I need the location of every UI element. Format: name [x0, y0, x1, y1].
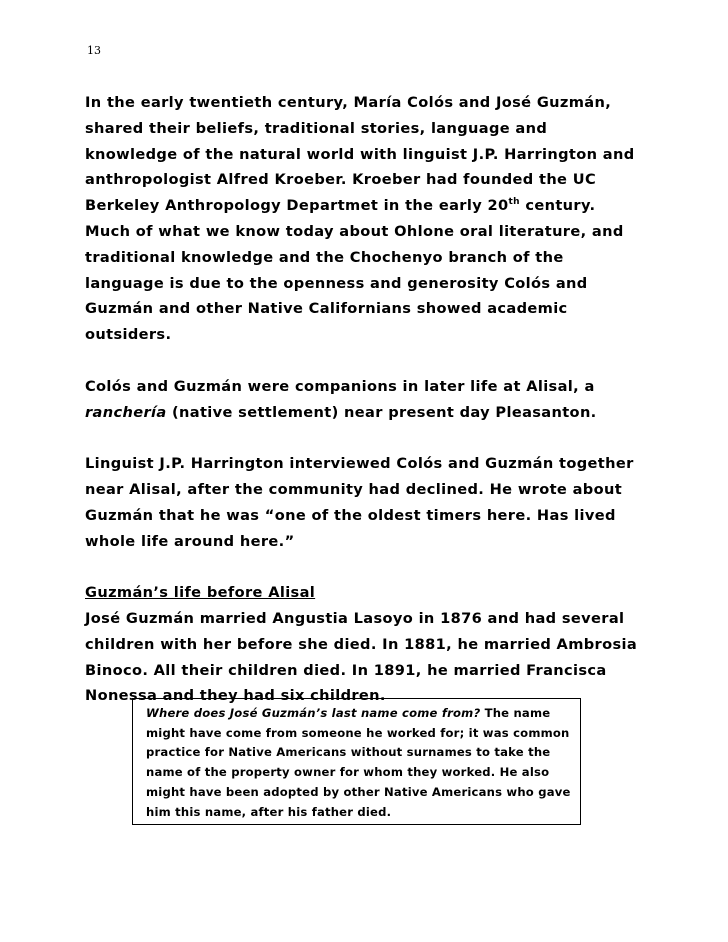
sidebar-question: Where does José Guzmán’s last name come from? — [146, 706, 481, 720]
document-body — [85, 90, 645, 709]
page-number: 13 — [87, 44, 101, 57]
paragraph-harrington: Linguist J.P. Harrington interviewed Colós and Guzmán together near Alisal, after the community had declined. He wrote about Guzmán that he was “one of the oldest timers here. Has lived whole life around here.” — [85, 455, 634, 550]
ordinal-suffix: th — [508, 197, 520, 208]
intro-text: In the early twentieth century, María Colós and José Guzmán, shared their beliefs, traditional stories, language and knowledge of the natural world with linguist J.P. Harrington and anthropologist Alfred Kroeber. Kroeber had founded the UC Berkeley Anthropology Departmet in the early 20 — [85, 94, 635, 215]
paragraph-intro — [85, 90, 645, 348]
sidebar-answer: The name might have come from someone he worked for; it was common practice for Native Americans without surnames to take the name of the property owner for whom they worked. He also might have been adopted by other Native Americans who gave him this name, after his father died. — [146, 706, 571, 819]
sidebar-text — [146, 704, 572, 822]
sidebar-box — [132, 698, 581, 825]
intro-text-cont: century. Much of what we know today about Ohlone oral literature, and traditional knowledge and the Chochenyo branch of the language is due to the openness and generosity Colós and Guzmán and other Native Californians showed academic outsiders. — [85, 197, 624, 344]
paragraph-marriages: José Guzmán married Angustia Lasoyo in 1876 and had several children with her before she died. In 1881, he married Ambrosia Binoco. All their children died. In 1891, he married Francisca Nonessa and they had six children. — [85, 609, 638, 705]
section-heading: Guzmán’s life before Alisal — [85, 584, 316, 602]
rancheria-term: ranchería — [85, 403, 167, 421]
paragraph-alisal: Colós and Guzmán were companions in later life at Alisal, a ranchería (native settlement) near present day Pleasanton. — [85, 377, 597, 421]
